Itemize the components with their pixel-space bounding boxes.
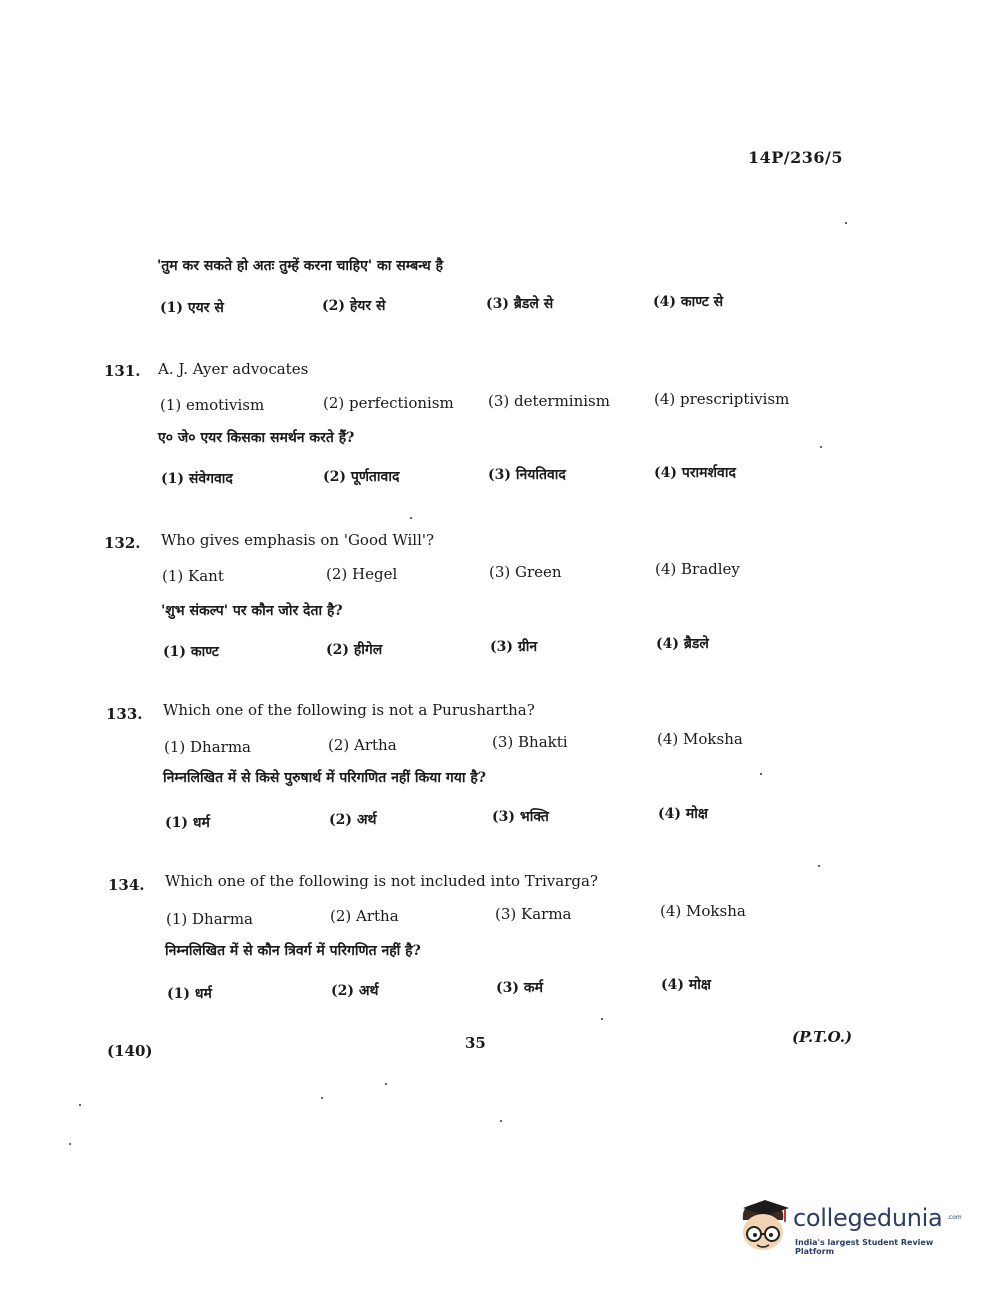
paper-code: 14P/236/5 xyxy=(748,148,844,167)
option-en: (2) perfectionism xyxy=(323,394,454,412)
option-en: (3) Green xyxy=(489,563,562,581)
prev-option-2: (2) हेयर से xyxy=(322,298,386,314)
option-hi: (4) मोक्ष xyxy=(661,977,711,993)
scan-speck xyxy=(69,1143,71,1145)
option-en: (2) Artha xyxy=(328,736,397,754)
prev-option-4: (4) काण्ट से xyxy=(653,294,724,310)
option-hi: (1) संवेगवाद xyxy=(161,471,233,487)
option-en: (3) Bhakti xyxy=(492,733,568,751)
scan-speck xyxy=(79,1104,81,1106)
option-en: (1) Kant xyxy=(162,567,224,585)
option-hi: (1) काण्ट xyxy=(163,644,219,660)
option-hi: (4) मोक्ष xyxy=(658,806,708,822)
logo-wordmark: collegedunia xyxy=(793,1204,943,1232)
question-number: 134. xyxy=(108,876,145,894)
mascot-icon xyxy=(735,1198,791,1256)
scan-speck xyxy=(818,865,820,867)
option-en: (1) Dharma xyxy=(164,738,251,756)
option-hi: (3) भक्ति xyxy=(492,809,549,825)
option-hi: (2) अर्थ xyxy=(331,983,379,999)
option-en: (4) Bradley xyxy=(655,560,740,578)
question-text-en: Which one of the following is not included into Trivarga? xyxy=(165,872,598,890)
option-hi: (3) कर्म xyxy=(496,980,543,996)
option-en: (3) Karma xyxy=(495,905,572,923)
scan-speck xyxy=(820,446,822,448)
option-hi: (2) पूर्णतावाद xyxy=(323,469,400,485)
scan-speck xyxy=(845,222,847,224)
question-text-hi: निम्नलिखित में से कौन त्रिवर्ग में परिगणित नहीं है? xyxy=(165,943,421,959)
question-number: 133. xyxy=(106,705,143,723)
scan-speck xyxy=(760,773,762,775)
prev-option-1: (1) एयर से xyxy=(160,300,224,316)
question-text-hi: ए० जे० एयर किसका समर्थन करते हैं? xyxy=(158,430,355,446)
option-en: (3) determinism xyxy=(488,392,610,410)
prev-option-3: (3) ब्रैडले से xyxy=(486,296,554,312)
option-hi: (2) हीगेल xyxy=(326,642,383,658)
pto-note: (P.T.O.) xyxy=(792,1028,853,1046)
option-en: (2) Hegel xyxy=(326,565,398,583)
option-en: (1) Dharma xyxy=(166,910,253,928)
option-hi: (3) ग्रीन xyxy=(490,639,538,655)
question-text-hi: 'शुभ संकल्प' पर कौन जोर देता है? xyxy=(161,603,343,619)
question-text-en: Who gives emphasis on 'Good Will'? xyxy=(161,531,435,549)
question-text-en: A. J. Ayer advocates xyxy=(158,360,309,378)
question-number: 131. xyxy=(104,362,141,380)
page-number: 35 xyxy=(465,1034,486,1052)
scan-speck xyxy=(601,1018,603,1020)
collegedunia-logo xyxy=(735,1198,965,1258)
question-text-en: Which one of the following is not a Purushartha? xyxy=(163,701,535,719)
paper-count: (140) xyxy=(107,1042,153,1060)
option-hi: (4) परामर्शवाद xyxy=(654,465,736,481)
option-en: (4) Moksha xyxy=(657,730,743,748)
prev-question-hindi: 'तुम कर सकते हो अतः तुम्हें करना चाहिए' का सम्बन्ध है xyxy=(157,258,444,274)
logo-tagline: India's largest Student Review Platform xyxy=(795,1238,934,1256)
scan-speck xyxy=(385,1083,387,1085)
scan-speck xyxy=(321,1097,323,1099)
question-text-hi: निम्नलिखित में से किसे पुरुषार्थ में परिगणित नहीं किया गया है? xyxy=(163,770,486,786)
option-hi: (2) अर्थ xyxy=(329,812,377,828)
scan-speck xyxy=(410,517,412,519)
option-en: (4) prescriptivism xyxy=(654,390,790,408)
option-en: (2) Artha xyxy=(330,907,399,925)
option-hi: (3) नियतिवाद xyxy=(488,467,566,483)
question-number: 132. xyxy=(104,534,141,552)
logo-domain: .com xyxy=(947,1214,962,1221)
option-en: (4) Moksha xyxy=(660,902,746,920)
scan-speck xyxy=(500,1120,502,1122)
option-hi: (1) धर्म xyxy=(165,815,210,831)
option-hi: (4) ब्रैडले xyxy=(656,636,709,652)
option-hi: (1) धर्म xyxy=(167,986,212,1002)
option-en: (1) emotivism xyxy=(160,396,265,414)
